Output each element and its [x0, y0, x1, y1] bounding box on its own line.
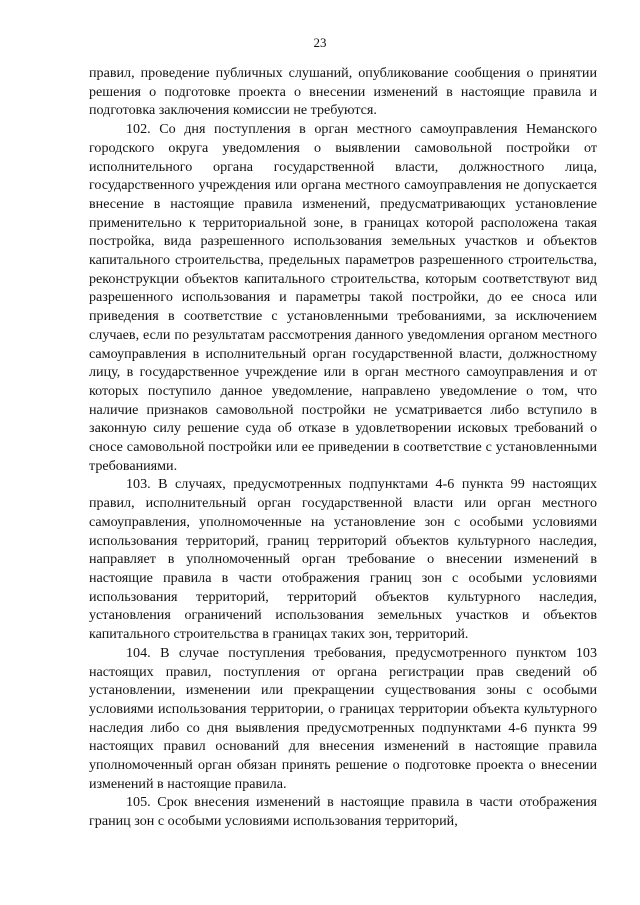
document-body	[89, 64, 597, 831]
paragraph-continued: правил, проведение публичных слушаний, опубликование сообщения о принятии решения о подготовке проекта о внесении изменений в настоящие правила и подготовка заключения комиссии не требуются.	[89, 65, 597, 119]
paragraph-104: 104. В случае поступления требования, предусмотренного пунктом 103 настоящих правил, поступления от органа регистрации прав сведений об установлении, изменении или прекращении существования зоны с особыми условиями использования территории, о границах территории объекта культурного наследия либо со дня выявления предусмотренных подпунктами 4-6 пункта 99 настоящих правил оснований для внесения изменений в настоящие правила уполномоченный орган обязан принять решение о подготовке проекта о внесении изменений в настоящие правила.	[89, 644, 597, 792]
paragraph-102: 102. Со дня поступления в орган местного самоуправления Неманского городского округа уведомления о выявлении самовольной постройки от исполнительного органа государственной власти, должностного лица, государственного учреждения или органа местного самоуправления не допускается внесение в настоящие правила изменений, предусматривающих установление применительно к территориальной зоне, в границах которой расположена такая постройка, вида разрешенного использования земельных участков и объектов капитального строительства, предельных параметров разрешенного строительства, реконструкции объектов капитального строительства, которым соответствуют вид разрешенного использования и параметры такой постройки, до ее сноса или приведения в соответствие с установленными требованиями, за исключением случаев, если по результатам рассмотрения данного уведомления органом местного самоуправления в исполнительный орган государственной власти, должностному лицу, в государственное учреждение или в орган местного самоуправления и от которых поступило данное уведомление, направлено уведомление о том, что наличие признаков самовольной постройки не усматривается либо вступило в законную силу решение суда об отказе в удовлетворении исковых требований о сносе самовольной постройки или ее приведении в соответствие с установленными требованиями.	[89, 121, 597, 474]
page-number: 23	[313, 35, 327, 50]
paragraph-103: 103. В случаях, предусмотренных подпунктами 4-6 пункта 99 настоящих правил, исполнительный орган государственной власти или орган местного самоуправления, уполномоченные на установление зон с особыми условиями использования территорий, границ территорий объектов культурного наследия, направляет в уполномоченный орган требование о внесении изменений в настоящие правила в части отображения границ зон с особыми условиями использования территорий, территорий объектов культурного наследия, установления ограничений использования земельных участков и объектов капитального строительства в границах таких зон, территорий.	[89, 476, 597, 643]
paragraph-105: 105. Срок внесения изменений в настоящие правила в части отображения границ зон с особыми условиями использования территорий,	[89, 794, 597, 830]
